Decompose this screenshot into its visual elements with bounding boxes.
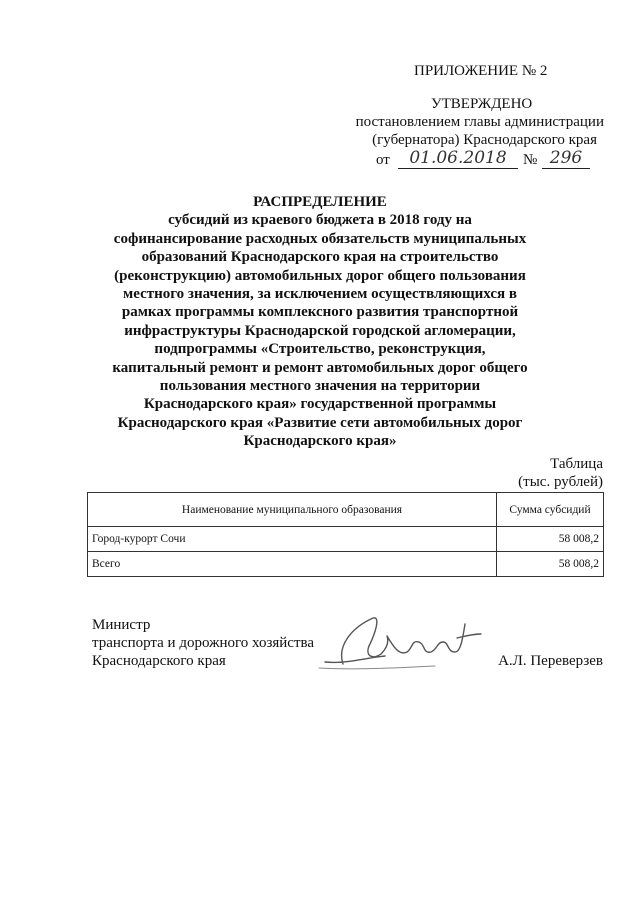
row-amount: 58 008,2 <box>497 552 604 577</box>
subsidy-table <box>87 492 604 577</box>
title-line: (реконструкцию) автомобильных дорог общего пользования <box>114 267 526 284</box>
table-header-row <box>88 493 604 527</box>
number-prefix: № <box>523 152 538 168</box>
table-row <box>88 527 604 552</box>
number-value: 296 <box>549 148 583 168</box>
approved-by-line2: (губернатора) Краснодарского края <box>372 132 597 148</box>
date-prefix: от <box>376 152 390 168</box>
table-row-total <box>88 552 604 577</box>
title-heading: РАСПРЕДЕЛЕНИЕ <box>253 194 387 210</box>
title-line: Краснодарского края» <box>243 433 397 450</box>
title-line: капитальный ремонт и ремонт автомобильных дорог общего <box>112 359 528 376</box>
title-line: местного значения, за исключением осуществляющихся в <box>123 286 517 303</box>
row-name: Город-курорт Сочи <box>88 527 497 552</box>
table-caption-units: (тыс. рублей) <box>518 474 603 490</box>
date-field <box>398 148 518 169</box>
title-line: субсидий из краевого бюджета в 2018 году на <box>168 212 472 229</box>
title-line: Краснодарского края «Развитие сети автомобильных дорог <box>117 414 523 431</box>
signer-title-line2: транспорта и дорожного хозяйства <box>92 635 315 651</box>
title-line: софинансирование расходных обязательств муниципальных <box>113 230 527 247</box>
title-line: подпрограммы «Строительство, реконструкция, <box>154 341 486 358</box>
title-line: образований Краснодарского края на строительство <box>141 249 499 266</box>
signer-title-line3: Краснодарского края <box>92 653 226 669</box>
signer-title-line1: Министр <box>92 617 151 633</box>
signer-name: А.Л. Переверзев <box>498 653 603 669</box>
column-header-name: Наименование муниципального образования <box>88 493 497 527</box>
row-name: Всего <box>88 552 497 577</box>
approved-label: УТВЕРЖДЕНО <box>431 96 533 112</box>
title-line: Краснодарского края» государственной программы <box>143 396 497 413</box>
number-field <box>542 148 590 169</box>
document-title <box>100 193 540 451</box>
title-line: инфраструктуры Краснодарской городской агломерации, <box>124 322 516 339</box>
title-line: рамках программы комплексного развития транспортной <box>121 304 519 321</box>
approved-by-line1: постановлением главы администрации <box>355 114 604 130</box>
title-line: пользования местного значения на территории <box>159 378 481 395</box>
column-header-amount: Сумма субсидий <box>497 493 604 527</box>
table-caption-label: Таблица <box>550 456 603 472</box>
row-amount: 58 008,2 <box>497 527 604 552</box>
annex-label: ПРИЛОЖЕНИЕ № 2 <box>414 63 548 79</box>
date-value: 01.06.2018 <box>409 148 507 168</box>
